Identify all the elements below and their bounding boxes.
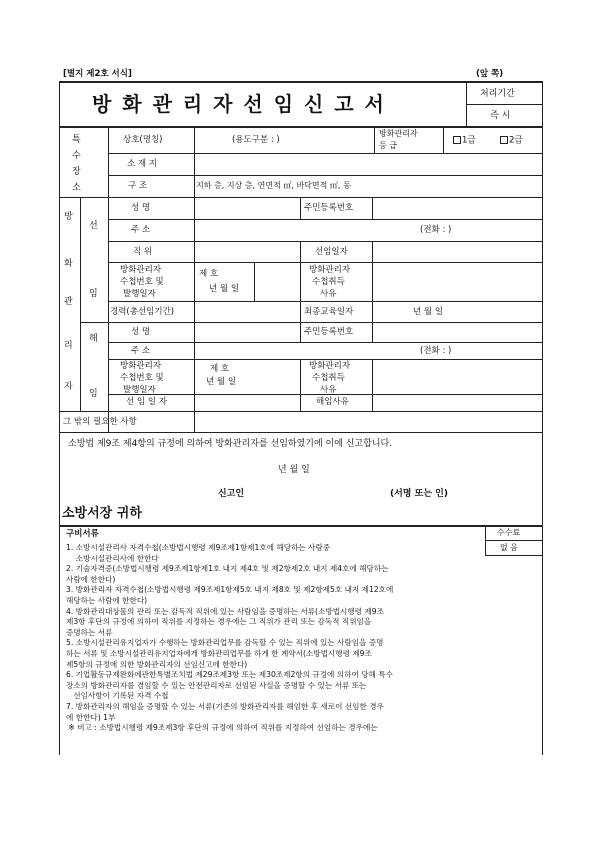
manager-char: 화: [64, 259, 73, 269]
frame-top: [59, 81, 543, 83]
row-line: [108, 241, 542, 242]
d-cert-acquire-label-3: 사유: [320, 385, 337, 393]
col-line: [300, 322, 301, 342]
row-line: [80, 322, 542, 323]
col-line: [372, 241, 373, 322]
grade-1-checkbox[interactable]: [453, 136, 476, 145]
d-phone-label: (전화 : ): [420, 346, 452, 356]
frame-left: [59, 81, 60, 526]
d-appoint-date-label: 선 임 일 자: [126, 397, 167, 407]
declaration-text: 소방법 제9조 제4항의 규정에 의하여 방화관리자를 선임하였기에 이에 신고합니다.: [68, 439, 393, 449]
reporter-label: 신고인: [218, 489, 245, 499]
cert-acquire-label-3-clip: [302, 289, 372, 300]
form-title: 방 화 관 리 자 선 임 신 고 서: [92, 92, 386, 116]
d-cert-no-label-3-clip: [110, 385, 194, 393]
manager-char: 관: [64, 297, 73, 307]
row-line: [108, 394, 542, 395]
manager-char: 자: [64, 382, 73, 392]
grade-2-label: 2급: [509, 135, 523, 146]
processing-value: 즉 시: [490, 111, 511, 121]
phone-label: (전화 : ): [420, 225, 452, 235]
row-line: [108, 301, 542, 302]
form-number: [별지 제2호 서식]: [63, 69, 132, 79]
grade-1-label: 1급: [462, 135, 476, 146]
appoint-date-label: 선임일자: [315, 247, 348, 257]
cert-acquire-label-3: 사유: [320, 289, 337, 299]
recipient: 소방서장 귀하: [62, 506, 142, 521]
address-label: 소 재 지: [127, 159, 158, 169]
signature-label: (서명 또는 인): [390, 489, 448, 499]
d-name-label: 성 명: [131, 327, 151, 337]
col-line: [108, 126, 109, 432]
docs-item: 하는 서류 및 소방시설관리유지업자에게 방화관리업무를 하게 한 계약서(소방법시행령 제9조: [66, 648, 372, 658]
docs-item: 2. 기술자격증(소방법시행령 제9조제1항제1호 내지 제4호 및 제2항제2호 내지 제4호에 해당하는: [66, 564, 389, 574]
special-place-char: 수: [72, 151, 81, 161]
docs-item: 4. 방화관리대상물의 관리 또는 감독적 직위에 있는 사람임을 증명하는 서류(소방법시행령 제9조: [66, 606, 384, 616]
special-place-char: 특: [72, 135, 81, 145]
docs-item: 사람에 한한다): [66, 574, 116, 584]
career-label: 경력(총선임기간): [110, 307, 175, 317]
declaration-bottom: [59, 525, 543, 527]
rrn-label: 주민등록번호: [304, 203, 354, 213]
special-place-char: 소: [72, 183, 81, 193]
d-cert-no-label-3: 발행일자: [123, 385, 156, 393]
docs-item: 5. 소방시설관리유지업자가 수행하는 방화관리업무를 감독할 수 있는 직위에 있는 사람임을 증명: [66, 638, 384, 648]
docs-list: [66, 543, 506, 734]
address-label: 주 소: [131, 225, 151, 235]
checkbox-icon: [500, 136, 508, 144]
col-line: [300, 197, 301, 219]
grade-label-2: 등 급: [379, 141, 397, 150]
manager-char: 방: [64, 212, 73, 222]
cert-no-label-3: 발행일자: [123, 289, 156, 299]
row-line: [108, 219, 542, 220]
d-cert-acquire-label-2: 수첩취득: [312, 373, 345, 383]
other-label: 그 밖의 필요한 사항: [63, 417, 137, 427]
row-line: [108, 342, 542, 343]
col-line: [194, 126, 195, 432]
row-line: [59, 411, 542, 412]
cert-no-label-1: 방화관리자: [120, 265, 162, 275]
docs-item: 1. 소방시설관리사 자격수첩(소방법시행령 제9조제1항제1호에 해당하는 사람중: [66, 543, 331, 552]
row-line: [108, 262, 542, 263]
cert-no-value-2: 년 월 일: [209, 284, 240, 294]
dismiss-char: 임: [89, 389, 98, 399]
appoint-char: 임: [89, 289, 98, 299]
docs-item: 7. 방화관리자의 해임을 증명할 수 있는 서류(기존의 방화관리자를 해임한 후 새로이 선임한 경우: [66, 701, 384, 711]
processing-divider: [466, 104, 542, 105]
row-line: [108, 175, 542, 176]
docs-item: 제5항의 규정에 의한 방화관리자의 선임신고에 한한다): [66, 659, 248, 669]
cert-acquire-label-1: 방화관리자: [309, 265, 351, 275]
grade-label-1: 방화관리자: [379, 129, 418, 138]
last-edu-value: 년 월 일: [413, 307, 444, 317]
d-cert-acquire-label-3-clip: [302, 385, 372, 393]
docs-item: 6. 기업활동규제완화에관한특별조치법 제29조제3항 또는 제30조제2항의 규정에 의하여 당해 특수: [66, 670, 393, 680]
col-line: [372, 322, 373, 342]
structure-label: 구 조: [128, 181, 148, 191]
name-label: 상호(명칭): [123, 135, 163, 145]
table-top: [59, 126, 543, 128]
cert-acquire-label-2: 수첩취득: [312, 277, 345, 287]
fee-value: 없 음: [500, 543, 518, 552]
fee-line: [485, 540, 542, 541]
d-rrn-label: 주민등록번호: [304, 327, 354, 337]
docs-item: 증명하는 서류: [66, 627, 113, 637]
fee-label: 수수료: [497, 528, 521, 537]
special-place-char: 장: [72, 167, 81, 177]
docs-frame-right: [542, 525, 543, 755]
docs-item: ※ 비고 : 소방법시행령 제9조제3항 후단의 규정에 의하여 직위를 지정하여 선임하는 경우에는: [66, 723, 378, 733]
docs-item: 선임사항이 기록된 자격 수첩: [66, 691, 169, 701]
col-line: [372, 359, 373, 411]
col-line: [443, 126, 444, 153]
dismiss-char: 해: [89, 334, 98, 344]
d-cert-acquire-label-1: 방화관리자: [309, 361, 351, 371]
position-label: 직 위: [133, 247, 153, 257]
page-side: (앞 쪽): [476, 69, 504, 79]
col-line: [372, 197, 373, 219]
row-line: [108, 153, 542, 154]
docs-item: 해당하는 사람에 한한다): [66, 595, 148, 605]
col-line: [374, 126, 375, 153]
docs-item: 3. 방화관리자 자격수첩(소방법시행령 제9조제1항제5호 내지 제8호 및 제2항제5호 내지 제12호에: [66, 585, 394, 595]
cert-no-value-1: 제 호: [199, 269, 219, 279]
col-line: [300, 241, 301, 322]
docs-item: 소방시설관리사에 한한다: [66, 553, 159, 563]
name-label: 성 명: [131, 203, 151, 213]
cert-no-label-3-clip: [110, 289, 194, 300]
docs-title: 구비서류: [66, 529, 99, 539]
appoint-char: 선: [89, 221, 98, 231]
date-line: 년 월 일: [278, 465, 310, 475]
d-cert-no-value-2: 년 월 일: [206, 377, 237, 387]
manager-char: 리: [64, 341, 73, 351]
cert-no-label-2: 수첩번호 및: [120, 277, 164, 287]
use-label: (용도구분 : ): [232, 135, 280, 145]
grade-2-checkbox[interactable]: [500, 136, 523, 145]
docs-item: 에 한한다) 1부: [66, 712, 116, 722]
structure-text: 지하 층, 지상 층, 연면적 ㎡, 바닥면적 ㎡, 동: [196, 181, 351, 190]
d-cert-no-value-1: 제 호: [210, 364, 230, 374]
docs-frame-left: [59, 525, 60, 755]
col-line: [254, 262, 255, 301]
d-cert-no-label-1: 방화관리자: [120, 361, 162, 371]
col-line: [80, 197, 81, 411]
d-cert-no-label-2: 수첩번호 및: [120, 373, 164, 383]
row-line: [108, 359, 542, 360]
frame-right: [542, 81, 543, 526]
d-address-label: 주 소: [131, 346, 151, 356]
col-line: [300, 359, 301, 411]
d-reason-label: 해임사유: [316, 397, 349, 407]
docs-item: 장소의 방화관리자를 겸임할 수 있는 안전관리자로 선임된 사실을 증명할 수 있는 서류 또는: [66, 680, 367, 690]
processing-label: 처리기간: [480, 89, 515, 99]
checkbox-icon: [453, 136, 461, 144]
row-line: [59, 432, 542, 433]
docs-item: 제3항 후단의 규정에 의하여 직위를 지정하는 경우에는 그 직위가 관리 또는 감독적 직위임을: [66, 617, 372, 627]
last-edu-label: 최종교육일자: [304, 307, 354, 317]
